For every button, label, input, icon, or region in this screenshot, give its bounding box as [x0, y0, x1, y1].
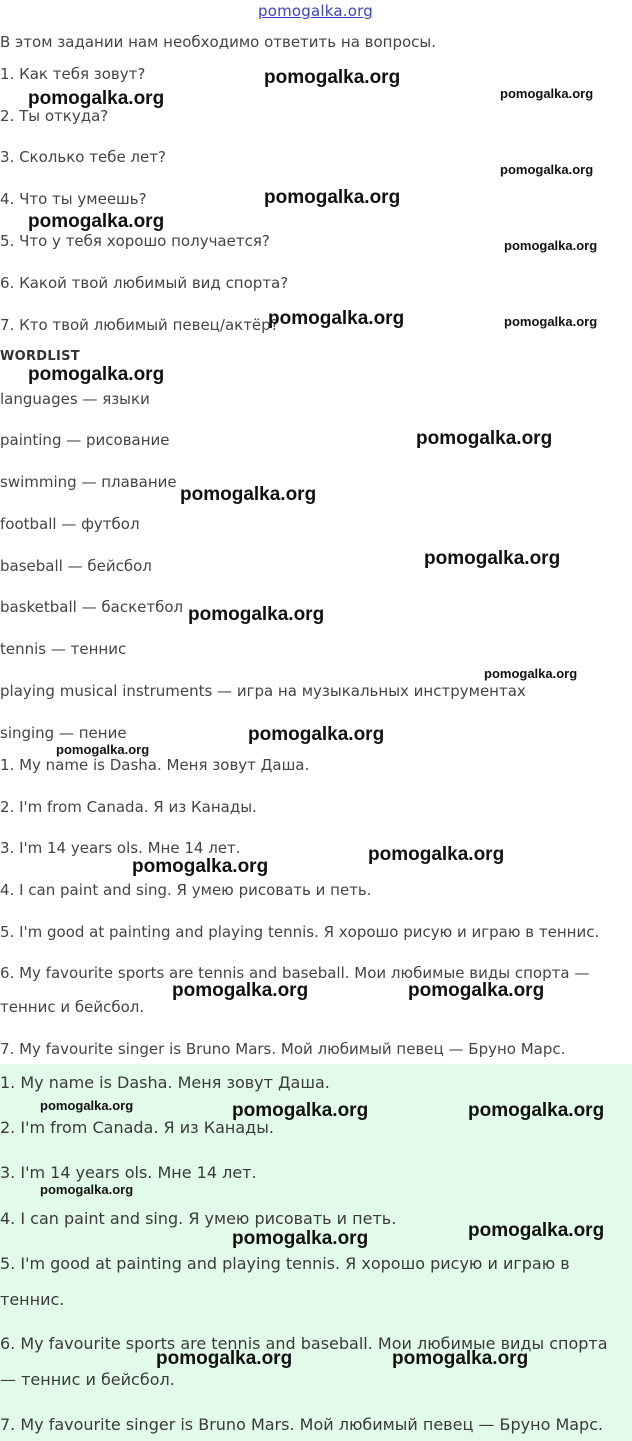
watermark: pomogalka.org [408, 980, 545, 1001]
answer-2: 2. I'm from Canada. Я из Канады. [0, 798, 257, 816]
watermark: pomogalka.org [232, 1228, 369, 1249]
watermark: pomogalka.org [368, 844, 505, 865]
watermark: pomogalka.org [468, 1100, 605, 1121]
wordlist-item: tennis — теннис [0, 640, 127, 658]
panel-answer-5-continued: теннис. [0, 1290, 65, 1309]
wordlist-item: playing musical instruments — игра на музыкальных инструментах [0, 682, 526, 700]
watermark: pomogalka.org [264, 187, 401, 208]
watermark: pomogalka.org [248, 724, 385, 745]
watermark: pomogalka.org [416, 428, 553, 449]
watermark: pomogalka.org [424, 548, 561, 569]
panel-answer-5: 5. I'm good at painting and playing tennis. Я хорошо рисую и играю в [0, 1254, 570, 1273]
watermark: pomogalka.org [172, 980, 309, 1001]
answer-5: 5. I'm good at painting and playing tennis. Я хорошо рисую и играю в теннис. [0, 923, 600, 941]
question-6: 6. Какой твой любимый вид спорта? [0, 274, 289, 292]
watermark: pomogalka.org [28, 364, 165, 385]
answer-1: 1. My name is Dasha. Меня зовут Даша. [0, 756, 310, 774]
watermark: pomogalka.org [28, 88, 165, 109]
panel-answer-2: 2. I'm from Canada. Я из Канады. [0, 1118, 274, 1137]
watermark: pomogalka.org [484, 666, 578, 681]
watermark: pomogalka.org [264, 67, 401, 88]
panel-answer-1: 1. My name is Dasha. Меня зовут Даша. [0, 1073, 330, 1092]
wordlist-item: football — футбол [0, 515, 140, 533]
watermark: pomogalka.org [500, 86, 594, 101]
watermark: pomogalka.org [268, 308, 405, 329]
answer-7: 7. My favourite singer is Bruno Mars. Мой любимый певец — Бруно Марс. [0, 1040, 566, 1058]
question-1: 1. Как тебя зовут? [0, 65, 146, 83]
wordlist-item: baseball — бейсбол [0, 557, 152, 575]
watermark: pomogalka.org [500, 162, 594, 177]
watermark: pomogalka.org [40, 1182, 134, 1197]
answer-3: 3. I'm 14 years ols. Мне 14 лет. [0, 839, 241, 857]
watermark: pomogalka.org [180, 484, 317, 505]
watermark: pomogalka.org [132, 856, 269, 877]
question-2: 2. Ты откуда? [0, 107, 109, 125]
watermark: pomogalka.org [468, 1220, 605, 1241]
question-5: 5. Что у тебя хорошо получается? [0, 232, 270, 250]
panel-answer-4: 4. I can paint and sing. Я умею рисовать и петь. [0, 1209, 397, 1228]
intro-text: В этом задании нам необходимо ответить на вопросы. [0, 33, 437, 51]
question-3: 3. Сколько тебе лет? [0, 148, 166, 166]
question-7: 7. Кто твой любимый певец/актёр? [0, 316, 279, 334]
watermark: pomogalka.org [188, 604, 325, 625]
answer-6-continued: теннис и бейсбол. [0, 998, 145, 1016]
site-link[interactable]: pomogalka.org [258, 2, 373, 20]
watermark: pomogalka.org [56, 742, 150, 757]
watermark: pomogalka.org [28, 211, 165, 232]
answer-4: 4. I can paint and sing. Я умею рисовать и петь. [0, 881, 372, 899]
answer-6: 6. My favourite sports are tennis and baseball. Мои любимые виды спорта — [0, 964, 590, 982]
wordlist-item: swimming — плавание [0, 473, 177, 491]
question-4: 4. Что ты умеешь? [0, 190, 147, 208]
watermark: pomogalka.org [392, 1348, 529, 1369]
wordlist-heading: WORDLIST [0, 349, 80, 364]
wordlist-item: basketball — баскетбол [0, 598, 184, 616]
wordlist-item: singing — пение [0, 724, 127, 742]
panel-answer-7: 7. My favourite singer is Bruno Mars. Мой любимый певец — Бруно Марс. [0, 1415, 604, 1434]
panel-answer-6: 6. My favourite sports are tennis and baseball. Мои любимые виды спорта [0, 1334, 608, 1353]
wordlist-item: painting — рисование [0, 431, 170, 449]
watermark: pomogalka.org [504, 238, 598, 253]
panel-answer-3: 3. I'm 14 years ols. Мне 14 лет. [0, 1163, 257, 1182]
watermark: pomogalka.org [232, 1100, 369, 1121]
panel-answer-6-continued: — теннис и бейсбол. [0, 1370, 175, 1389]
watermark: pomogalka.org [40, 1098, 134, 1113]
wordlist-item: languages — языки [0, 390, 150, 408]
watermark: pomogalka.org [504, 314, 598, 329]
watermark: pomogalka.org [156, 1348, 293, 1369]
